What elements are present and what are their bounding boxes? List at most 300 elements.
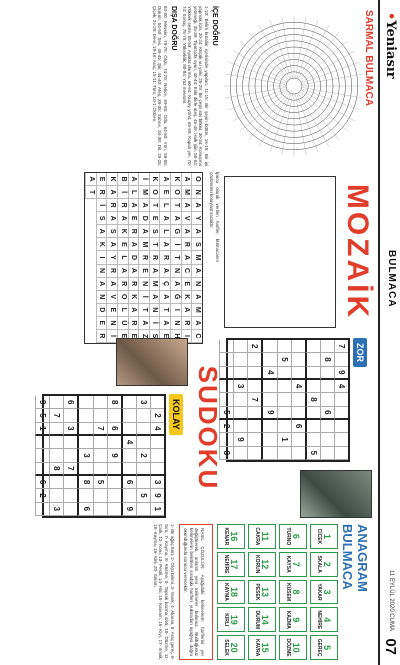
section-title: BULMACA — [386, 250, 397, 308]
anagram-cell — [279, 524, 307, 549]
mozaik-letter-cell: R — [181, 238, 192, 251]
sudoku-cell — [93, 463, 107, 476]
sudoku-cell: 9 — [121, 503, 136, 516]
mozaik-letter-cell: N — [96, 291, 107, 304]
anagram-word: KENAR — [223, 527, 229, 546]
sudoku-cell: 7 — [247, 393, 261, 406]
mozaik-letter-cell: L — [159, 199, 170, 212]
sudoku-cell — [233, 420, 247, 433]
sudoku-cell — [305, 433, 320, 446]
mozaik-letter-grid — [84, 172, 203, 344]
sudoku-cell: 8 — [77, 476, 92, 489]
mozaik-letter-cell: R — [106, 265, 117, 278]
sudoku-cell — [277, 447, 291, 460]
sudoku-cell — [93, 449, 107, 462]
anagram-number: 3 — [322, 589, 332, 595]
mozaik-letter-cell: E — [128, 212, 139, 225]
anagram-number: 13 — [260, 586, 270, 597]
anagram-number: 15 — [260, 642, 270, 653]
mozaik-title: MOZAİK — [341, 183, 374, 321]
anagram-number: 8 — [291, 589, 301, 595]
sudoku-cell: 5 — [136, 489, 150, 502]
sudoku-cell: 6 — [121, 476, 136, 489]
sudoku-cell — [49, 423, 63, 436]
anagram-word: DÖZME — [285, 638, 291, 657]
mozaik-letter-cell: E — [138, 265, 149, 278]
sudoku-cell — [277, 380, 291, 393]
inward-header: İÇE DOĞRU — [211, 6, 218, 46]
spiral-spoke — [302, 74, 363, 85]
brand-logo: •Yeniasır — [383, 12, 398, 79]
sudoku-cell — [121, 489, 136, 502]
spiral-spoke — [300, 91, 347, 131]
sudoku-cell — [49, 449, 63, 462]
mozaik-letter-cell: O — [117, 291, 128, 304]
sudoku-cell — [291, 447, 305, 460]
anagram-number: 12 — [260, 559, 270, 570]
mozaik-letter-cell: S — [191, 238, 202, 251]
mozaik-letter-cell: Ü — [117, 317, 128, 330]
sudoku-cell — [291, 367, 305, 380]
mozaik-letter-cell: M — [138, 186, 149, 199]
sudoku-cell — [49, 476, 63, 489]
sudoku-cell — [277, 340, 291, 353]
anagram-word: KAZMA — [285, 610, 291, 629]
mozaik-letter-cell: Y — [106, 251, 117, 264]
sudoku-cell — [261, 447, 276, 460]
sudoku-cell — [77, 409, 92, 422]
sudoku-cell: 2 — [150, 409, 164, 422]
sudoku-cell — [219, 340, 233, 353]
anagram-cell — [217, 607, 245, 632]
sudoku-cell: 8 — [320, 353, 334, 366]
mozaik-letter-cell: R — [96, 330, 107, 343]
mozaik-letter-cell: A — [159, 212, 170, 225]
mozaik-letter-cell: A — [159, 317, 170, 330]
sudoku-cell — [320, 380, 334, 393]
anagram-word: YAKAR — [316, 583, 322, 601]
sudoku-cell: 8 — [219, 447, 233, 460]
sudoku-cell — [35, 436, 49, 449]
outward-clues: 84-80: Mevsim, 79-75: Ölçü, 74-70: Netice, 69-65: Oda, 64-60: Yön, 59-55: Durum, 54-50: Ses, 49-45: Şiir, 44-40: Ateş, 39-35: Sahne, 34-30: Dil, 29-25: Çiçek, 24-20: Dere, 19-16: Araç, 15-11: Tüm, 10-1: Düzen. — [151, 6, 169, 166]
sudoku-cell — [150, 449, 164, 462]
mozaik-letter-cell: T — [170, 199, 181, 212]
sudoku-cell: 9 — [334, 367, 348, 380]
sudoku-cell: 3 — [77, 449, 92, 462]
sudoku-cell — [93, 489, 107, 502]
sudoku-cell — [233, 393, 247, 406]
mozaik-letter-cell: A — [128, 238, 139, 251]
sudoku-cell: 6 — [35, 476, 49, 489]
anagram-word: GEREÇ — [316, 638, 322, 657]
sudoku-cell — [121, 396, 136, 409]
spiral-spoke — [282, 94, 293, 155]
mozaik-letter-cell: N — [96, 265, 107, 278]
sudoku-cell — [233, 367, 247, 380]
sudoku-cell — [247, 420, 261, 433]
mozaik-letter-cell: N — [170, 317, 181, 330]
sudoku-cell — [233, 353, 247, 366]
anagram-number: 4 — [322, 617, 332, 623]
sudoku-cell — [63, 409, 77, 422]
sudoku-cell — [320, 420, 334, 433]
mozaik-letter-cell: N — [106, 317, 117, 330]
mozaik-letter-cell: R — [149, 251, 160, 264]
mozaik-letter-cell: A — [181, 304, 192, 317]
sudoku-cell: 5 — [277, 353, 291, 366]
mozaik-letter-cell: R — [106, 199, 117, 212]
mozaik-letter-cell: A — [191, 317, 202, 330]
sudoku-cell — [63, 476, 77, 489]
sudoku-cell: 9 — [35, 396, 49, 409]
anagram-number: 19 — [229, 614, 239, 625]
sudoku-cell — [277, 393, 291, 406]
sudoku-cell — [219, 353, 233, 366]
mozaik-letter-cell: E — [128, 330, 139, 343]
sudoku-cell — [49, 436, 63, 449]
mozaik-letter-cell: E — [106, 304, 117, 317]
anagram-cell — [310, 607, 338, 632]
anagram-cell — [310, 580, 338, 605]
mozaik-letter-cell: A — [181, 251, 192, 264]
spiral-spoke — [300, 41, 347, 81]
mozaik-letter-cell: A — [181, 199, 192, 212]
sudoku-cell — [77, 463, 92, 476]
anagram-word: DURUM — [254, 610, 260, 630]
anagram-word: KIRLI — [223, 613, 229, 627]
anagram-number: 2 — [322, 561, 332, 567]
mozaik-letter-cell: O — [170, 186, 181, 199]
mozaik-letter-cell: O — [191, 173, 202, 186]
sudoku-cell: 8 — [107, 396, 121, 409]
hard-label: ZOR — [353, 338, 367, 367]
mozaik-letter-cell: E — [149, 212, 160, 225]
mozaik-letter-cell: K — [149, 173, 160, 186]
mozaik-letter-cell: A — [128, 173, 139, 186]
sudoku-cell: 1 — [277, 433, 291, 446]
mozaik-letter-cell: D — [128, 251, 139, 264]
anagram-clues: 1- Bir ağaç türü, 2- Ölçü birimi, 3- Yanık, 4- Akarsu, 5- Araç gereç, 6- Sıra, 7- Kayma, 8- Küsme, 9- Toprak kazma aleti, 10- Düzme, 11- Çark, 12- Koru, 13- Pestil, 14- Hal, 15- Kavram, 16- Kıyı, 17- Irmak, 18- Kayma, 19- Kirli, 20- Selam. — [152, 524, 175, 660]
sudoku-cell — [247, 433, 261, 446]
mozaik-letter-cell: K — [181, 291, 192, 304]
mozaik-letter-cell: E — [117, 330, 128, 343]
anagram-number: 6 — [291, 533, 301, 539]
sudoku-cell: 7 — [334, 340, 348, 353]
anagram-word: KORUN — [254, 555, 260, 574]
mozaik-letter-cell: E — [96, 173, 107, 186]
mozaik-letter-cell: A — [149, 265, 160, 278]
sudoku-cell — [107, 463, 121, 476]
issue-date: 11 EYLÜL 2020 CUMA — [388, 569, 394, 631]
sudoku-cell: 3 — [150, 476, 164, 489]
mozaik-letter-cell: V — [106, 291, 117, 304]
mozaik-clue-box: İpucu olarak verilen harfler, bulmacanın çözümünü kolaylaştıracaktır. — [209, 172, 220, 262]
mozaik-letter-cell: S — [106, 225, 117, 238]
sudoku-cell — [320, 340, 334, 353]
mozaik-letter-cell: N — [149, 304, 160, 317]
sudoku-cell — [233, 407, 247, 420]
sudoku-cell — [136, 463, 150, 476]
anagram-cell — [248, 635, 276, 660]
anagram-number: 18 — [229, 586, 239, 597]
anagram-number: 1 — [322, 533, 332, 539]
mozaik-letter-cell: R — [96, 186, 107, 199]
sudoku-cell — [150, 396, 164, 409]
mozaik-letter-cell: İ — [106, 330, 117, 343]
mozaik-letter-cell: L — [117, 304, 128, 317]
spiral-title: SARMAL BULMACA — [363, 10, 374, 106]
sudoku-cell — [63, 503, 77, 516]
anagram-word: SKALA — [316, 555, 322, 573]
sudoku-cell — [277, 420, 291, 433]
mozaik-letter-cell: İ — [138, 173, 149, 186]
spiral-spoke — [302, 87, 363, 98]
mozaik-letter-cell: E — [181, 278, 192, 291]
mozaik-letter-cell: R — [159, 251, 170, 264]
sudoku-cell — [121, 423, 136, 436]
anagram-word: KAVRA — [254, 638, 260, 657]
sudoku-cell — [291, 353, 305, 366]
mozaik-letter-cell: M — [138, 238, 149, 251]
sudoku-cell — [291, 340, 305, 353]
mozaik-letter-cell: G — [170, 225, 181, 238]
anagram-number: 10 — [291, 642, 301, 653]
mozaik-letter-cell: N — [138, 278, 149, 291]
sudoku-cell — [63, 449, 77, 462]
sudoku-cell — [49, 489, 63, 502]
mozaik-letter-cell: R — [128, 278, 139, 291]
sudoku-cell — [107, 489, 121, 502]
sudoku-cell: 9 — [150, 489, 164, 502]
mozaik-letter-cell: E — [159, 330, 170, 343]
sudoku-cell: 2 — [35, 489, 49, 502]
mozaik-letter-cell: R — [117, 199, 128, 212]
mozaik-letter-cell: M — [191, 304, 202, 317]
spiral-puzzle-section — [4, 6, 376, 166]
mozaik-letter-cell: N — [191, 278, 202, 291]
mozaik-letter-cell: R — [117, 278, 128, 291]
mozaik-letter-cell: A — [191, 225, 202, 238]
spiral-spoke — [249, 32, 289, 79]
mozaik-letter-cell: A — [181, 225, 192, 238]
sudoku-hard-grid — [222, 338, 350, 462]
mozaik-letter-cell: V — [181, 212, 192, 225]
sudoku-cell — [121, 449, 136, 462]
sudoku-cell: 2 — [247, 340, 261, 353]
mozaik-letter-cell: M — [191, 251, 202, 264]
mozaik-letter-cell: R — [138, 251, 149, 264]
anagram-title: ANAGRAM BULMACA — [340, 524, 370, 592]
mozaik-letter-cell: K — [117, 225, 128, 238]
mozaik-letter-cell: İ — [138, 291, 149, 304]
mozaik-letter-cell: L — [117, 251, 128, 264]
mozaik-letter-cell: A — [128, 304, 139, 317]
spiral-spoke — [295, 17, 306, 78]
sudoku-cell: 2 — [219, 420, 233, 433]
sudoku-cell — [305, 353, 320, 366]
sudoku-cell: 5 — [305, 447, 320, 460]
sudoku-cell — [107, 476, 121, 489]
sudoku-cell: 6 — [320, 407, 334, 420]
spiral-grid — [222, 11, 372, 161]
spiral-spoke — [282, 17, 293, 78]
sudoku-cell: 1 — [150, 503, 164, 516]
sudoku-cell — [334, 433, 348, 446]
sudoku-cell: 4 — [150, 423, 164, 436]
sudoku-cell — [320, 433, 334, 446]
sudoku-cell — [136, 423, 150, 436]
sudoku-cell — [93, 503, 107, 516]
anagram-number: 5 — [322, 645, 332, 651]
mozaik-letter-cell: A — [181, 173, 192, 186]
sudoku-cell: 1 — [35, 423, 49, 436]
anagram-number: 16 — [229, 531, 239, 542]
mozaik-letter-cell: R — [128, 317, 139, 330]
sudoku-section — [4, 338, 376, 518]
sudoku-cell — [93, 436, 107, 449]
mozaik-letter-cell: I — [96, 251, 107, 264]
sudoku-cell — [121, 409, 136, 422]
mozaik-letter-cell: M — [181, 186, 192, 199]
mozaik-letter-cell: A — [106, 238, 117, 251]
mozaik-letter-cell: A — [159, 291, 170, 304]
sudoku-cell: 4 — [334, 380, 348, 393]
mozaik-letter-cell: A — [159, 173, 170, 186]
sudoku-cell — [277, 367, 291, 380]
sudoku-easy-grid — [38, 394, 166, 518]
anagram-cell — [248, 552, 276, 577]
sudoku-cell — [334, 447, 348, 460]
anagram-cell — [248, 524, 276, 549]
mozaik-letter-cell: L — [159, 225, 170, 238]
sudoku-cell — [77, 489, 92, 502]
sudoku-cell — [136, 476, 150, 489]
mozaik-letter-cell: T — [170, 251, 181, 264]
sudoku-cell — [93, 409, 107, 422]
sudoku-cell: 4 — [261, 367, 276, 380]
mozaik-letter-cell: E — [117, 238, 128, 251]
anagram-number: 17 — [229, 559, 239, 570]
mozaik-letter-cell: Ğ — [170, 291, 181, 304]
sudoku-cell — [77, 436, 92, 449]
mozaik-letter-cell: A — [191, 199, 202, 212]
mozaik-letter-cell: A — [106, 186, 117, 199]
spiral-spoke — [225, 87, 286, 98]
sudoku-cell — [150, 463, 164, 476]
easy-label: KOLAY — [169, 394, 183, 435]
mozaik-letter-cell: T — [138, 304, 149, 317]
sudoku-cell — [261, 420, 276, 433]
spiral-drawing — [222, 11, 372, 161]
anagram-word: NEHİRE — [316, 610, 322, 630]
anagram-word: TURNO — [285, 527, 291, 546]
sudoku-cell: 7 — [93, 423, 107, 436]
sudoku-cell — [136, 503, 150, 516]
mozaik-letter-cell: A — [149, 291, 160, 304]
mozaik-letter-cell: M — [149, 278, 160, 291]
sudoku-cell — [277, 407, 291, 420]
spiral-spoke — [299, 32, 339, 79]
anagram-cell — [248, 607, 276, 632]
mozaik-letter-cell: T — [149, 238, 160, 251]
anagram-grid — [217, 524, 338, 660]
mozaik-letter-cell: A — [117, 212, 128, 225]
anagram-cell — [279, 607, 307, 632]
outward-header: DIŞA DOĞRU — [170, 6, 178, 51]
mozaik-letter-cell: T — [85, 186, 96, 199]
anagram-word: CAKRA — [254, 527, 260, 546]
mozaik-grid — [224, 176, 336, 328]
page-number: 07 — [382, 638, 399, 655]
mozaik-letter-cell: A — [159, 265, 170, 278]
anagram-cell — [279, 552, 307, 577]
mozaik-letter-cell: A — [159, 238, 170, 251]
mozaik-letter-cell: T — [159, 304, 170, 317]
sudoku-cell: 8 — [49, 463, 63, 476]
mozaik-letter-cell: A — [106, 212, 117, 225]
sudoku-cell — [334, 393, 348, 406]
sudoku-cell — [320, 447, 334, 460]
sudoku-cell — [305, 420, 320, 433]
mozaik-letter-cell: A — [191, 265, 202, 278]
mozaik-letter-cell: B — [117, 173, 128, 186]
anagram-cell — [279, 635, 307, 660]
sudoku-cell — [334, 420, 348, 433]
top-bar — [378, 0, 400, 665]
sudoku-cell — [334, 407, 348, 420]
sudoku-cell — [261, 380, 276, 393]
mozaik-letter-cell: L — [128, 186, 139, 199]
sudoku-cell: 7 — [49, 409, 63, 422]
mozaik-letter-cell: A — [138, 199, 149, 212]
anagram-cell — [217, 552, 245, 577]
mozaik-letter-cell: R — [181, 317, 192, 330]
anagram-cell — [279, 580, 307, 605]
sudoku-cell — [305, 367, 320, 380]
anagram-number: 20 — [229, 642, 239, 653]
mozaik-letter-cell: K — [96, 238, 107, 251]
sudoku-cell — [247, 353, 261, 366]
sudoku-cell: 6 — [291, 420, 305, 433]
anagram-word: SELEK — [223, 639, 229, 656]
anagram-word: CİCEK — [316, 528, 322, 545]
anagram-cell — [310, 524, 338, 549]
spiral-spoke — [249, 92, 289, 139]
mozaik-letter-cell: E — [96, 317, 107, 330]
spiral-spoke — [240, 41, 287, 81]
sudoku-cell: 9 — [261, 407, 276, 420]
anagram-word: PESEK — [254, 583, 260, 601]
mozaik-letter-cell: A — [170, 212, 181, 225]
sudoku-cell — [233, 340, 247, 353]
sudoku-cell — [136, 436, 150, 449]
sudoku-cell: 5 — [219, 407, 233, 420]
mozaik-letter-cell: H — [170, 330, 181, 343]
sudoku-cell — [291, 433, 305, 446]
mozaik-letter-cell: Ç — [159, 278, 170, 291]
sudoku-cell — [77, 423, 92, 436]
sudoku-cell: 3 — [63, 423, 77, 436]
mozaik-letter-cell: C — [191, 330, 202, 343]
spiral-spoke — [295, 94, 306, 155]
mozaik-letter-cell: C — [181, 265, 192, 278]
sudoku-cell — [233, 447, 247, 460]
spiral-spoke — [240, 91, 287, 131]
anagram-word: KAYSA — [285, 555, 291, 573]
sudoku-cell: 9 — [107, 449, 121, 462]
sudoku-cell — [49, 396, 63, 409]
sudoku-cell — [136, 409, 150, 422]
